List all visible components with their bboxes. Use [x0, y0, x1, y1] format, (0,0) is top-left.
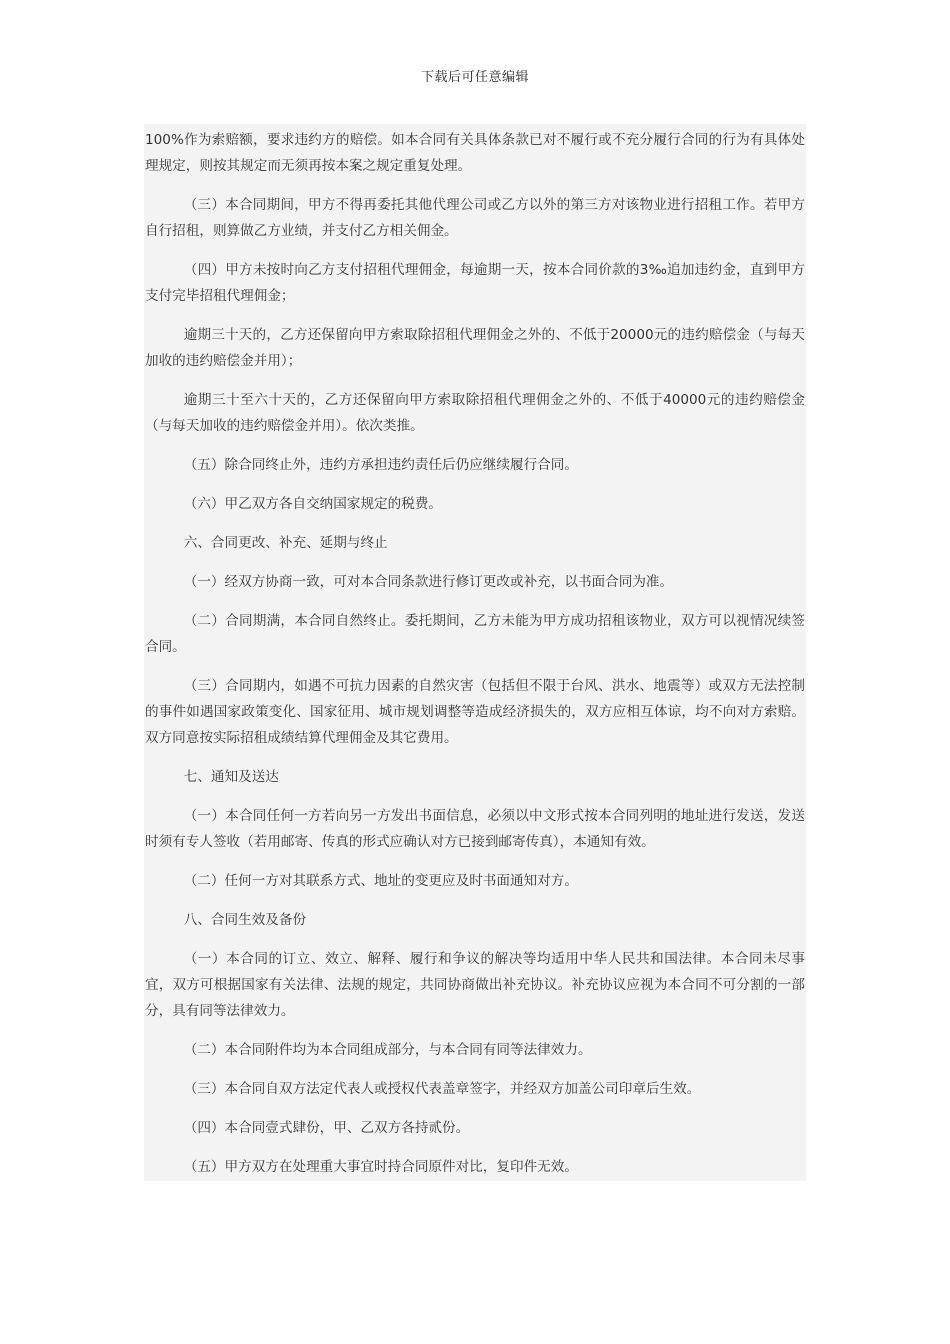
paragraph-16: （一）本合同的订立、效立、解释、履行和争议的解决等均适用中华人民共和国法律。本合同未尽事宜，双方可根据国家有关法律、法规的规定，共同协商做出补充协议。补充协议应视为本合同不可分割的一部分，具有同等法律效力。: [145, 951, 805, 1019]
paragraph-13: （一）本合同任何一方若向另一方发出书面信息，必须以中文形式按本合同列明的地址进行发送，发送时须有专人签收（若用邮寄、传真的形式应确认对方已接到邮寄传真），本通知有效。: [145, 808, 805, 850]
paragraph-19: （四）本合同壹式肆份，甲、乙双方各持贰份。: [183, 1120, 470, 1136]
paragraph-14: （二）任何一方对其联系方式、地址的变更应及时书面通知对方。: [183, 873, 578, 889]
document-body: [144, 124, 806, 1181]
paragraph-9: （一）经双方协商一致，可对本合同条款进行修订更改或补充，以书面合同为准。: [183, 574, 674, 590]
section-heading-8: 八、合同生效及备份: [183, 912, 307, 928]
section-heading-6: 六、合同更改、补充、延期与终止: [183, 535, 388, 551]
paragraph-11: （三）合同期内，如遇不可抗力因素的自然灾害（包括但不限于台风、洪水、地震等）或双方无法控制的事件如遇国家政策变化、国家征用、城市规划调整等造成经济损失的，双方应相互体谅，均不向对方索赔。双方同意按实际招租成绩结算代理佣金及其它费用。: [145, 678, 805, 746]
paragraph-10: （二）合同期满，本合同自然终止。委托期间，乙方未能为甲方成功招租该物业，双方可以视情况续签合同。: [145, 613, 805, 655]
paragraph-3: （四）甲方未按时向乙方支付招租代理佣金，每逾期一天，按本合同价款的3‰追加违约金，直到甲方支付完毕招租代理佣金；: [145, 262, 805, 304]
section-heading-7: 七、通知及送达: [183, 769, 279, 785]
paragraph-18: （三）本合同自双方法定代表人或授权代表盖章签字，并经双方加盖公司印章后生效。: [183, 1081, 701, 1097]
paragraph-4: 逾期三十天的，乙方还保留向甲方索取除招租代理佣金之外的、不低于20000元的违约赔偿金（与每天加收的违约赔偿金并用）；: [145, 327, 805, 369]
paragraph-20: （五）甲方双方在处理重大事宜时持合同原件对比，复印件无效。: [183, 1159, 578, 1175]
page-header: 下载后可任意编辑: [420, 70, 529, 85]
paragraph-6: （五）除合同终止外，违约方承担违约责任后仍应继续履行合同。: [183, 457, 578, 473]
paragraph-1: 100%作为索赔额，要求违约方的赔偿。如本合同有关具体条款已对不履行或不充分履行合同的行为有具体处理规定，则按其规定而无须再按本案之规定重复处理。: [145, 132, 805, 174]
paragraph-2: （三）本合同期间，甲方不得再委托其他代理公司或乙方以外的第三方对该物业进行招租工作。若甲方自行招租，则算做乙方业绩，并支付乙方相关佣金。: [145, 197, 805, 239]
paragraph-17: （二）本合同附件均为本合同组成部分，与本合同有同等法律效力。: [183, 1042, 592, 1058]
paragraph-5: 逾期三十至六十天的，乙方还保留向甲方索取除招租代理佣金之外的、不低于40000元的违约赔偿金（与每天加收的违约赔偿金并用）。依次类推。: [145, 392, 805, 434]
paragraph-7: （六）甲乙双方各自交纳国家规定的税费。: [183, 496, 443, 512]
